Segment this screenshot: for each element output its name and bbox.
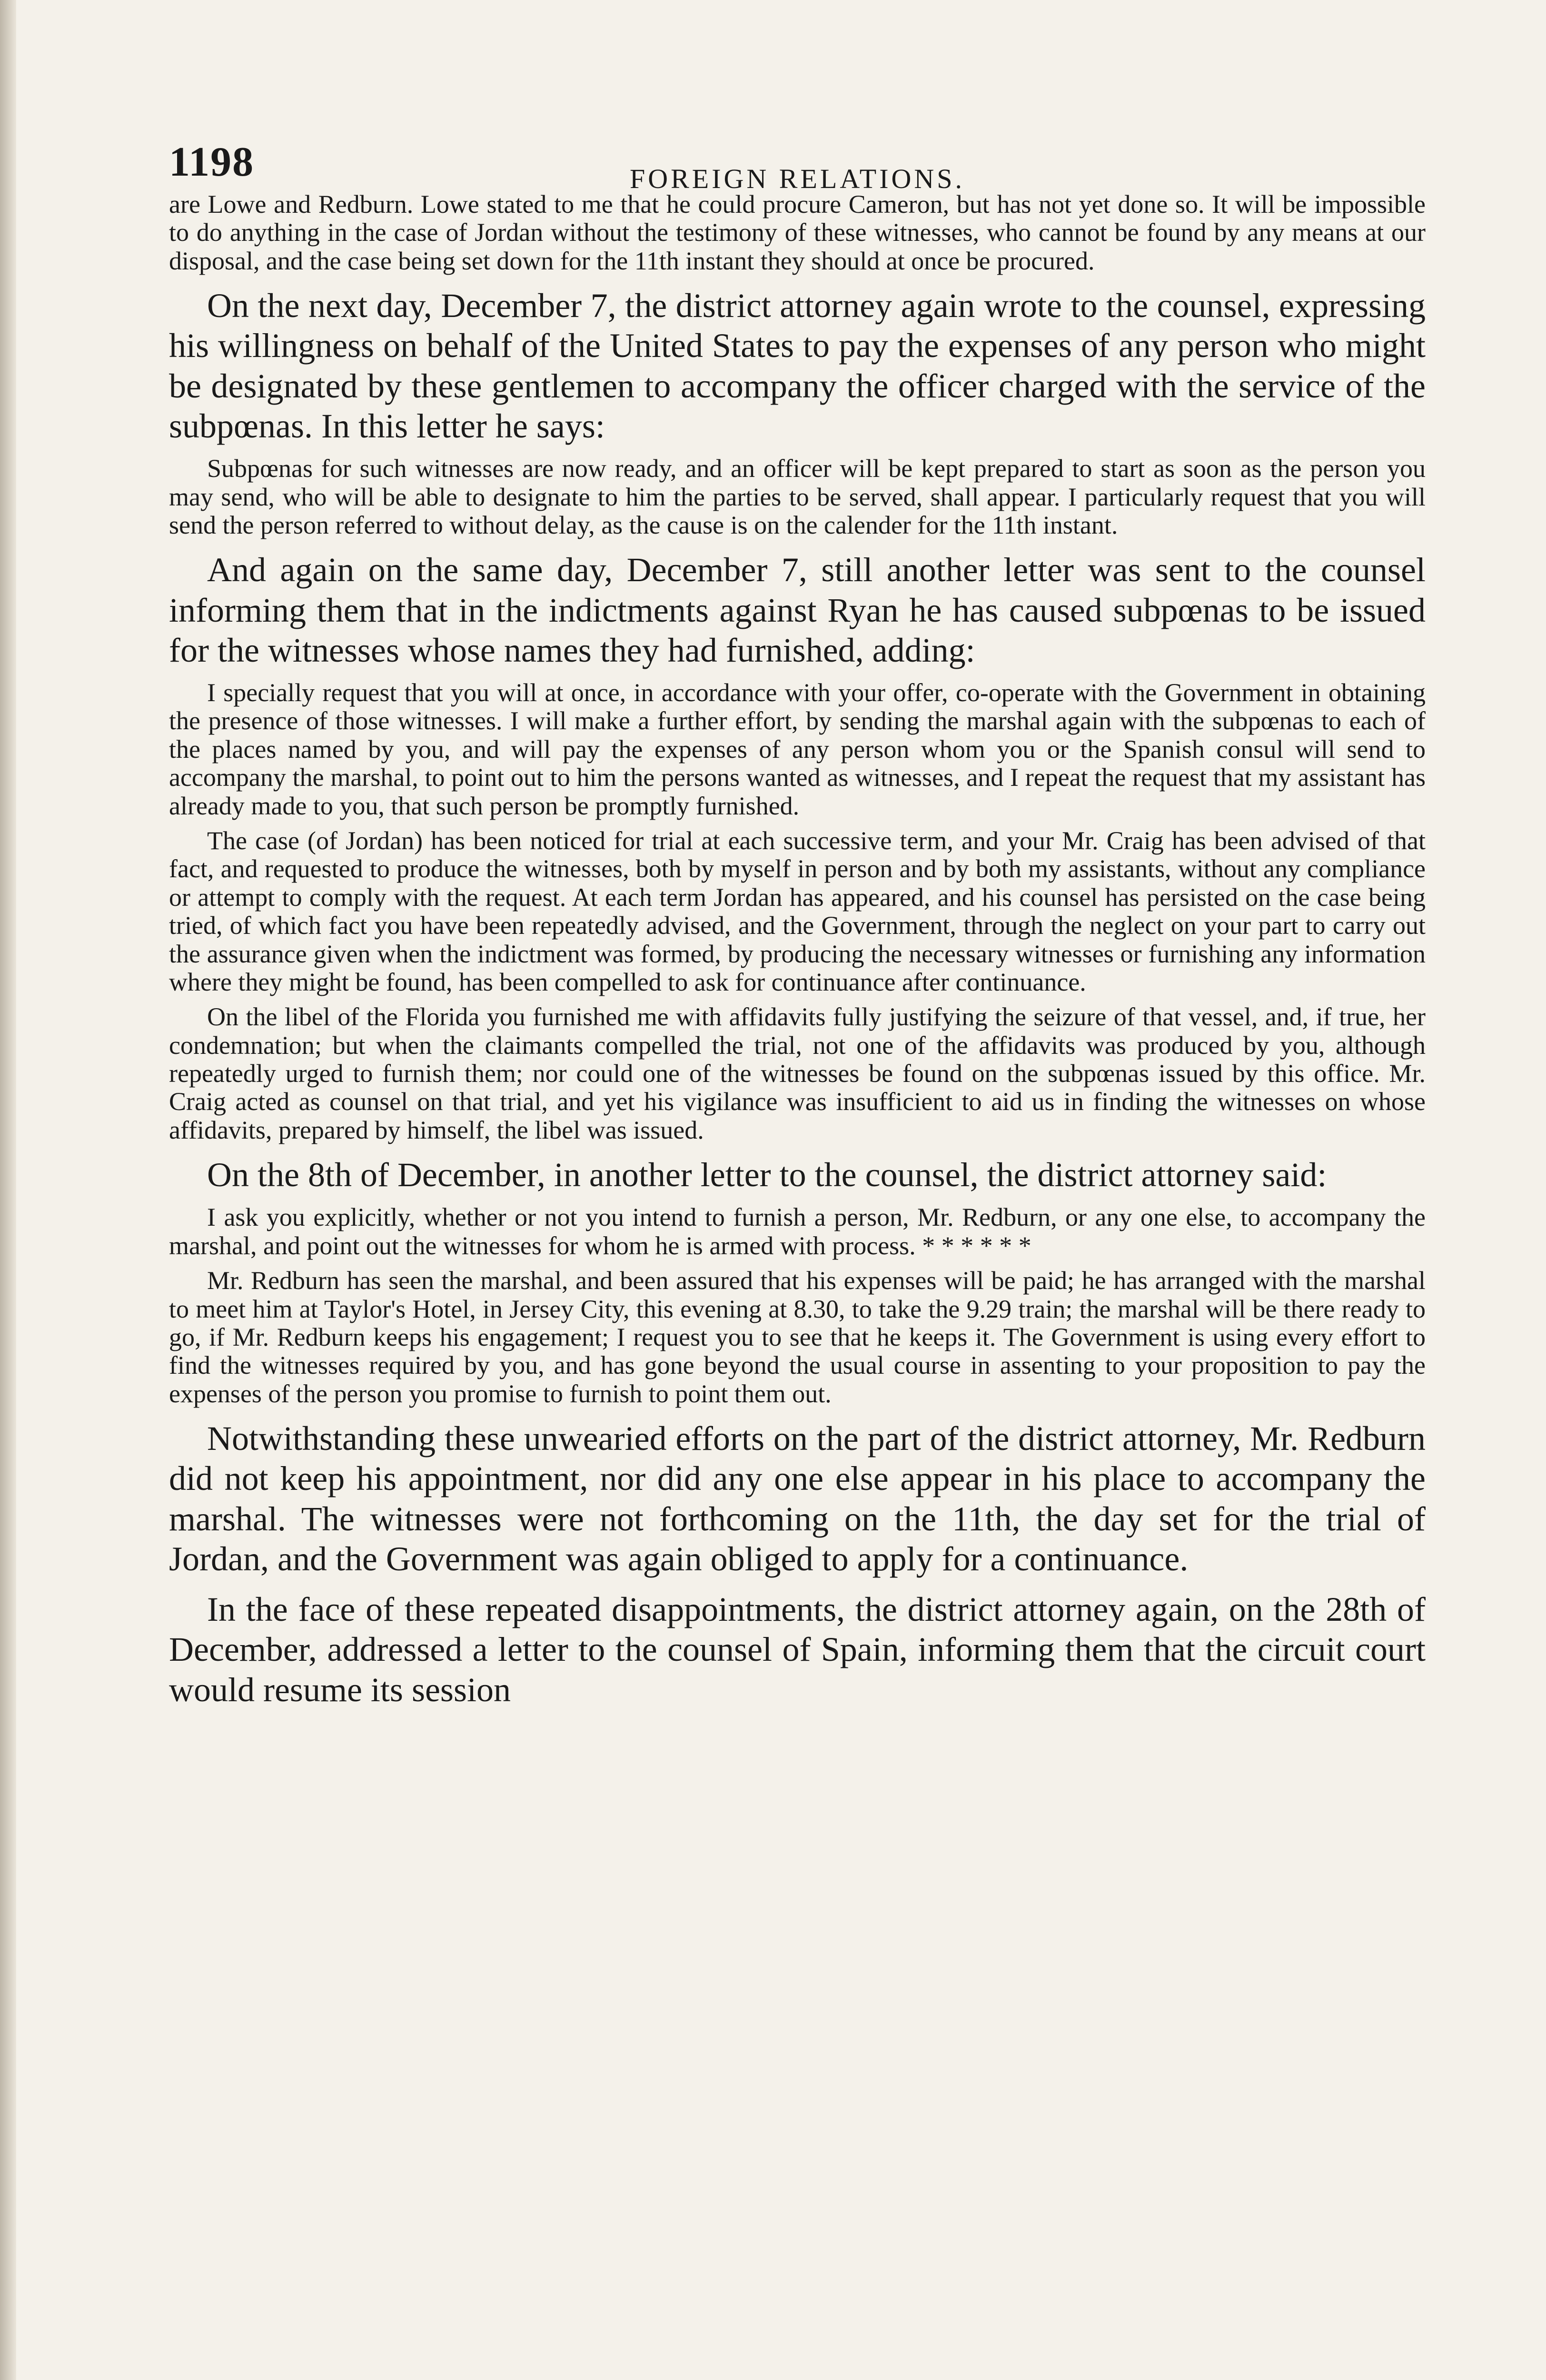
paragraph-december-7: On the next day, December 7, the district attorney again wrote to the counsel, expressing his willingness on behalf of the United States to pay the expenses of any person who might be designated by these gentlemen to accompany the officer charged with the service of the subpœnas. In this letter he says:: [169, 287, 1426, 445]
running-title: FOREIGN RELATIONS.: [629, 163, 965, 194]
quoted-letter-subpoenas-ready: Subpœnas for such witnesses are now ready, and an officer will be kept prepared to start as soon as the person you may send, who will be able to designate to him the parties to be served, shall appear. I particularly request that you will send the person referred to without delay, as the cause is on the calender for the 11th instant.: [169, 454, 1426, 539]
page-header: [169, 119, 1426, 194]
paragraph-december-8: On the 8th of December, in another letter to the counsel, the district attorney said:: [207, 1156, 1327, 1194]
quoted-letter-florida-libel: On the libel of the Florida you furnished me with affidavits fully justifying the seizure of that vessel, and, if true, her condemnation; but when the claimants compelled the trial, not one of the affidavits was produced by you, although repeatedly urged to furnish them; nor could one of the witnesses be found on the subpœnas issued by this office. Mr. Craig acted as counsel on that trial, and yet his vigilance was insufficient to aid us in finding the witnesses on whose affidavits, prepared by himself, the libel was issued.: [169, 1002, 1426, 1144]
page-edge-shadow: [0, 0, 16, 2380]
document-page: [169, 119, 1426, 1718]
quoted-letter-continuation: are Lowe and Redburn. Lowe stated to me that he could procure Cameron, but has not yet done so. It will be impossible to do anything in the case of Jordan without the testimony of these witnesses, who cannot be found by any means at our disposal, and the case being set down for the 11th instant they should at once be procured.: [169, 190, 1426, 275]
paragraph-redburn-absent: Notwithstanding these unwearied efforts on the part of the district attorney, Mr. Redburn did not keep his appointment, nor did any one else appear in his place to accompany the marshal. The witnesses were not forthcoming on the 11th, the day set for the trial of Jordan, and the Government was again obliged to apply for a continuance.: [169, 1419, 1426, 1578]
paragraph-second-letter-december-7: And again on the same day, December 7, still another letter was sent to the counsel informing them that in the indictments against Ryan he has caused subpœnas to be issued for the witnesses whose names they had furnished, adding:: [169, 551, 1426, 669]
page-number: 1198: [169, 139, 255, 185]
quoted-letter-jordan-case: The case (of Jordan) has been noticed for trial at each successive term, and your Mr. Craig has been advised of that fact, and requested to produce the witnesses, both by myself in person and by both my assistants, without any compliance or attempt to comply with the request. At each term Jordan has appeared, and his counsel has persisted on the case being tried, of which fact you have been repeatedly advised, and the Government, through the neglect on your part to carry out the assurance given when the indictment was formed, by producing the necessary witnesses or furnishing any information where they might be found, has been compelled to ask for continuance after continuance.: [169, 826, 1426, 996]
quoted-letter-cooperate: I specially request that you will at once, in accordance with your offer, co-operate with the Government in obtaining the presence of those witnesses. I will make a further effort, by sending the marshal again with the subpœnas to each of the places named by you, and will pay the expenses of any person whom you or the Spanish consul will send to accompany the marshal, to point out to him the persons wanted as witnesses, and I repeat the request that my assistant has already made to you, that such person be promptly furnished.: [169, 678, 1426, 820]
paragraph-december-28: In the face of these repeated disappointments, the district attorney again, on the 28th of December, addressed a letter to the counsel of Spain, informing them that the circuit court would resume its session: [169, 1590, 1426, 1709]
quoted-letter-explicit-request: I ask you explicitly, whether or not you intend to furnish a person, Mr. Redburn, or any one else, to accompany the marshal, and point out the witnesses for whom he is armed with process. * * * * * *: [169, 1203, 1426, 1260]
quoted-letter-redburn-marshal: Mr. Redburn has seen the marshal, and been assured that his expenses will be paid; he has arranged with the marshal to meet him at Taylor's Hotel, in Jersey City, this evening at 8.30, to take the 9.29 train; the marshal will be there ready to go, if Mr. Redburn keeps his engagement; I request you to see that he keeps it. The Government is using every effort to find the witnesses required by you, and has gone beyond the usual course in assenting to your proposition to pay the expenses of the person you promise to furnish to point them out.: [169, 1266, 1426, 1408]
